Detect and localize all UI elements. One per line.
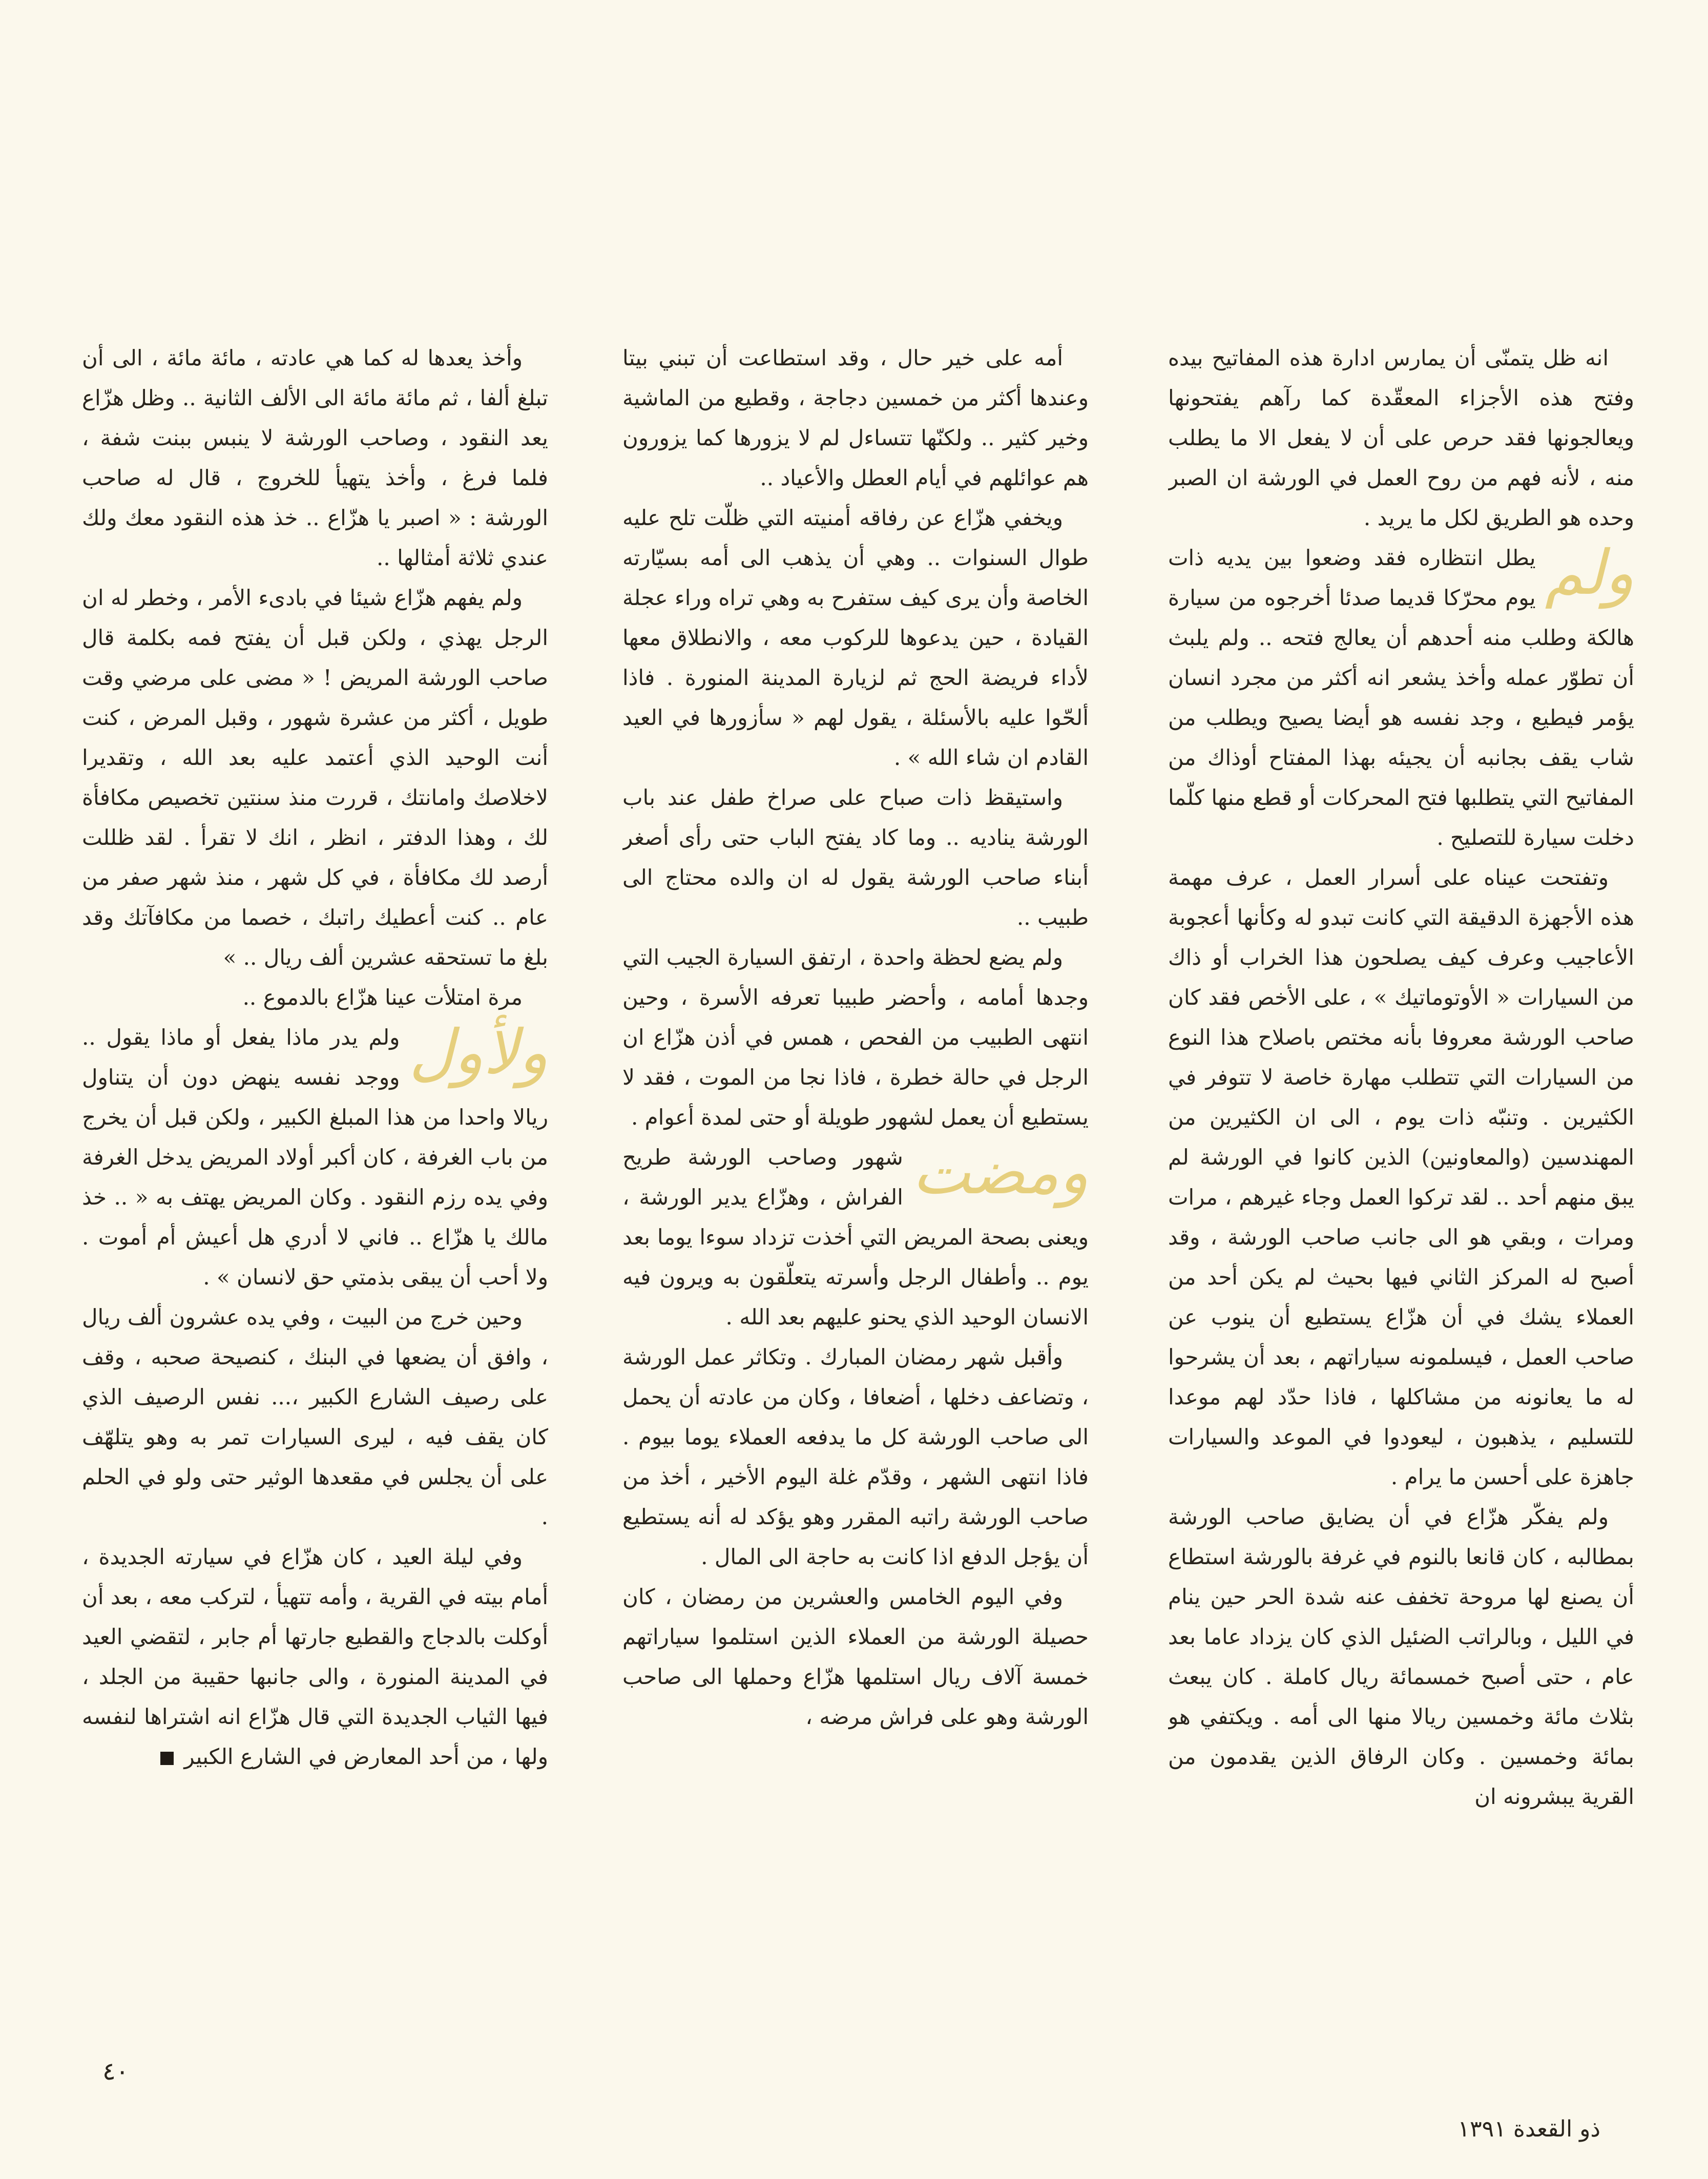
paragraph: وفي اليوم الخامس والعشرين من رمضان ، كان حصيلة الورشة من العملاء الذين استلموا سياراتهم خمسة آلاف ريال استلمها هزّاع وحملها الى صاحب الورشة وهو على فراش مرضه ، bbox=[622, 1584, 1089, 1729]
paragraph-text: وفي ليلة العيد ، كان هزّاع في سيارته الجديدة ، أمام بيته في القرية ، وأمه تتهيأ ، لتركب معه ، بعد أن أوكلت بالدجاج والقطيع جارتها أم جابر ، لتقضي العيد في المدينة المنورة ، والى جانبها حقيبة من الجلد ، فيها الثياب الجديدة التي قال هزّاع انه اشتراها لنفسه ولها ، من أحد المعارض في الشارع الكبير bbox=[82, 1544, 548, 1769]
paragraph: وحين خرج من البيت ، وفي يده عشرون ألف ريال ، وافق أن يضعها في البنك ، كنصيحة صحبه ، وقف على رصيف الشارع الكبير ،... نفس الرصيف الذي كان يقف فيه ، ليرى السيارات تمر به وهو يتلهّف على أن يجلس في مقعدها الوثير حتى ولو في الحلم . bbox=[82, 1304, 548, 1529]
paragraph: أمه على خير حال ، وقد استطاعت أن تبني بيتا وعندها أكثر من خمسين دجاجة ، وقطيع من الماشية وخير كثير .. ولكنّها تتساءل لم لا يزورها كما يزورون هم عوائلهم في أيام العطل والأعياد .. bbox=[622, 345, 1089, 490]
page-number: ٤٠ bbox=[102, 2057, 129, 2086]
paragraph: ولم يفهم هزّاع شيئا في بادىء الأمر ، وخطر له ان الرجل يهذي ، ولكن قبل أن يفتح فمه بكلمة قال صاحب الورشة المريض ! « مضى على مرضي وقت طويل ، أكثر من عشرة شهور ، وقبل المرض ، كنت أنت الوحيد الذي أعتمد عليه بعد الله ، وتقديرا لاخلاصك وامانتك ، قررت منذ سنتين تخصيص مكافأة لك ، وهذا الدفتر ، انظر ، انك لا تقرأ . لقد ظللت أرصد لك مكافأة ، في كل شهر ، منذ شهر صفر من عام .. كنت أعطيك راتبك ، خصما من مكافآتك وقد بلغ ما تستحقه عشرين ألف ريال .. » bbox=[82, 585, 548, 970]
paragraph: وتفتحت عيناه على أسرار العمل ، عرف مهمة هذه الأجهزة الدقيقة التي كانت تبدو له وكأنها أعجوبة الأعاجيب وعرف كيف يصلحون هذا الخراب أو ذاك من السيارات « الأوتوماتيك » ، على الأخص فقد كان صاحب الورشة معروفا بأنه مختص باصلاح هذا النوع من السيارات التي تتطلب مهارة خاصة لا تتوفر في الكثيرين . وتنبّه ذات يوم ، الى ان الكثيرين من المهندسين (والمعاونين) الذين كانوا في الورشة لم يبق منهم أحد .. لقد تركوا العمل وجاء غيرهم ، مرات ومرات ، وبقي هو الى جانب صاحب الورشة ، وقد أصبح له المركز الثاني فيها بحيث لم يكن أحد من العملاء يشك في أن هزّاع يستطيع أن ينوب عن صاحب العمل ، فيسلمونه سياراتهم ، بعد أن يشرحوا له ما يعانونه من مشاكلها ، فاذا حدّد لهم موعدا للتسليم ، يذهبون ، ليعودوا في الموعد والسيارات جاهزة على أحسن ما يرام . bbox=[1168, 865, 1634, 1489]
paragraph: ويخفي هزّاع عن رفاقه أمنيته التي ظلّت تلح عليه طوال السنوات .. وهي أن يذهب الى أمه بسيّارته الخاصة وأن يرى كيف ستفرح به وهي تراه وراء عجلة القيادة ، حين يدعوها للركوب معه ، والانطلاق معها لأداء فريضة الحج ثم لزيارة المدينة المنورة . فاذا ألحّوا عليه بالأسئلة ، يقول لهم « سأزورها في العيد القادم ان شاء الله » . bbox=[622, 505, 1089, 770]
issue-date: ذو القعدة ١٣٩١ bbox=[1457, 2116, 1600, 2142]
paragraph bbox=[1168, 538, 1634, 858]
decorative-initial: ومضت bbox=[912, 1137, 1089, 1208]
paragraph: ولم يضع لحظة واحدة ، ارتفق السيارة الجيب التي وجدها أمامه ، وأحضر طبيبا تعرفه الأسرة ، وحين انتهى الطبيب من الفحص ، همس في أذن هزّاع ان الرجل في حالة خطرة ، فاذا نجا من الموت ، فقد لا يستطيع أن يعمل لشهور طويلة أو حتى لمدة أعوام . bbox=[622, 945, 1089, 1130]
paragraph: وأقبل شهر رمضان المبارك . وتكاثر عمل الورشة ، وتضاعف دخلها ، أضعافا ، وكان من عادته أن يحمل الى صاحب الورشة كل ما يدفعه العملاء يوما بيوم . فاذا انتهى الشهر ، وقدّم غلة اليوم الأخير ، أخذ من صاحب الورشة راتبه المقرر وهو يؤكد له أنه يستطيع أن يؤجل الدفع اذا كانت به حاجة الى المال . bbox=[622, 1344, 1089, 1569]
paragraph: واستيقظ ذات صباح على صراخ طفل عند باب الورشة يناديه .. وما كاد يفتح الباب حتى رأى أصغر أبناء صاحب الورشة يقول له ان والده محتاج الى طبيب .. bbox=[622, 785, 1089, 930]
paragraph: ولم يفكّر هزّاع في أن يضايق صاحب الورشة بمطالبه ، كان قانعا بالنوم في غرفة بالورشة استطاع أن يصنع لها مروحة تخفف عنه شدة الحر حين ينام في الليل ، وبالراتب الضئيل الذي كان يزداد عاما بعد عام ، حتى أصبح خمسمائة ريال كاملة . كان يبعث بثلاث مائة وخمسين ريالا منها الى أمه . ويكتفي هو بمائة وخمسين . وكان الرفاق الذين يقدمون من القرية يبشرونه ان bbox=[1168, 1504, 1634, 1809]
decorative-initial: ولم bbox=[1545, 537, 1634, 609]
article-column-right bbox=[1168, 338, 1634, 2049]
decorative-initial: ولأول bbox=[409, 1017, 548, 1088]
paragraph bbox=[82, 1018, 548, 1297]
paragraph-text: شهور وصاحب الورشة طريح الفراش ، وهزّاع يدير الورشة ، ويعنى بصحة المريض التي أخذت تزداد سوءا يوما بعد يوم .. وأطفال الرجل وأسرته يتعلّقون به ويرون فيه الانسان الوحيد الذي يحنو عليهم بعد الله . bbox=[622, 1145, 1089, 1330]
paragraph-text: ولم يدر ماذا يفعل أو ماذا يقول .. ووجد نفسه ينهض دون أن يتناول ريالا واحدا من هذا المبلغ الكبير ، ولكن قبل أن يخرج من باب الغرفة ، كان أكبر أولاد المريض يدخل الغرفة وفي يده رزم النقود . وكان المريض يهتف به « .. خذ مالك يا هزّاع .. فاني لا أدري هل أعيش أم أموت . ولا أحب أن يبقى بذمتي حق لانسان » . bbox=[82, 1025, 548, 1290]
paragraph-text: يطل انتظاره فقد وضعوا بين يديه ذات يوم محرّكا قديما صدئا أخرجوه من سيارة هالكة وطلب منه أحدهم أن يعالج فتحه .. ولم يلبث أن تطوّر عمله وأخذ يشعر انه أكثر من مجرد انسان يؤمر فيطيع ، وجد نفسه هو أيضا يصيح ويطلب من شاب يقف بجانبه أن يجيئه بهذا المفتاح أوذاك من المفاتيح التي يتطلبها فتح المحركات أو قطع منها كلّما دخلت سيارة للتصليح . bbox=[1168, 545, 1634, 850]
paragraph bbox=[622, 1137, 1089, 1337]
paragraph: انه ظل يتمنّى أن يمارس ادارة هذه المفاتيح بيده وفتح هذه الأجزاء المعقّدة كما رآهم يفتحونها ويعالجونها فقد حرص على أن لا يفعل الا ما يطلب منه ، لأنه فهم من روح العمل في الورشة ان الصبر وحده هو الطريق لكل ما يريد . bbox=[1168, 345, 1634, 530]
paragraph bbox=[82, 1537, 548, 1777]
article-column-middle bbox=[622, 338, 1089, 2049]
paragraph: وأخذ يعدها له كما هي عادته ، مائة مائة ، الى أن تبلغ ألفا ، ثم مائة مائة الى الألف الثانية .. وظل هزّاع يعد النقود ، وصاحب الورشة لا ينبس ببنت شفة ، فلما فرغ ، وأخذ يتهيأ للخروج ، قال له صاحب الورشة : « اصبر يا هزّاع .. خذ هذه النقود معك ولك عندي ثلاثة أمثالها .. bbox=[82, 345, 548, 570]
end-of-article-icon bbox=[160, 1752, 174, 1765]
article-column-left bbox=[82, 338, 548, 2049]
paragraph: مرة امتلأت عينا هزّاع بالدموع .. bbox=[242, 985, 523, 1010]
